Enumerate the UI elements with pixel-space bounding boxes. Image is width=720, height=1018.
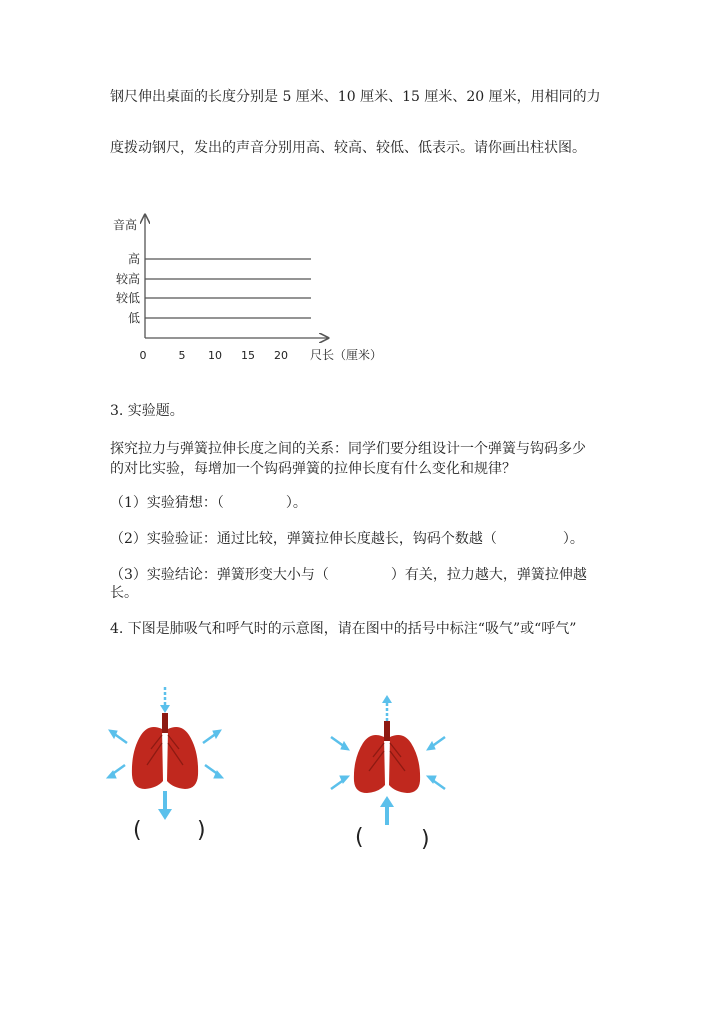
q3-item-1	[110, 494, 307, 512]
q3-item-1-prefix: （1）实验猜想：（	[110, 495, 224, 511]
q3-title: 3. 实验题。	[110, 403, 184, 419]
lungs-icon	[132, 713, 198, 789]
q3-item-2	[110, 530, 584, 548]
x-tick-label-20: 20	[274, 349, 288, 362]
lung-diagram-inhale	[105, 685, 230, 825]
level-label-1: 较高	[115, 272, 140, 286]
inhale-answer-paren-close: )	[197, 818, 206, 843]
q3-item-3-wrap: 长。	[110, 585, 138, 601]
q3-item-2-prefix: （2）实验验证：通过比较，弹簧拉伸长度越长，钩码个数越（	[110, 531, 497, 547]
q3-item-2-suffix: ）。	[562, 531, 584, 547]
lung-diagram-exhale	[325, 693, 450, 833]
q4-title: 4. 下图是肺吸气和呼气时的示意图，请在图中的括号中标注“吸气”或“呼气”	[110, 621, 577, 637]
level-label-0: 高	[127, 252, 140, 266]
level-label-2: 较低	[115, 291, 140, 305]
x-tick-label-15: 15	[241, 349, 255, 362]
air-out-arrow-icon	[382, 695, 392, 721]
side-arrows-icon	[107, 730, 223, 778]
q3-item-1-suffix: ）。	[285, 495, 307, 511]
q3-item-3	[110, 566, 587, 584]
question-intro-line-1: 钢尺伸出桌面的长度分别是 5 厘米、10 厘米、15 厘米、20 厘米，用相同的力	[110, 89, 601, 105]
diaphragm-up-arrow-icon	[380, 796, 394, 825]
air-in-arrow-icon	[160, 687, 170, 713]
diaphragm-down-arrow-icon	[158, 791, 172, 820]
exhale-answer-paren-close: )	[421, 827, 430, 852]
q3-desc-line-1: 探究拉力与弹簧拉伸长度之间的关系：同学们要分组设计一个弹簧与钩码多少	[110, 441, 586, 457]
pitch-length-chart	[100, 205, 400, 370]
inhale-answer-paren-open: (	[133, 818, 142, 843]
x-tick-label-0: 0	[139, 349, 147, 362]
x-tick-label-5: 5	[178, 349, 186, 362]
side-arrows-inward-icon	[331, 737, 445, 789]
x-tick-label-10: 10	[208, 349, 222, 362]
y-axis-label: 音高	[113, 218, 138, 232]
q3-item-3-suffix: ）有关，拉力越大，弹簧拉伸越	[390, 567, 587, 583]
lungs-icon	[354, 721, 420, 793]
x-axis-label: 尺长（厘米）	[310, 348, 383, 362]
question-intro-line-2: 度拨动钢尺，发出的声音分别用高、较高、较低、低表示。请你画出柱状图。	[110, 140, 586, 156]
q3-desc-line-2: 的对比实验，每增加一个钩码弹簧的拉伸长度有什么变化和规律？	[110, 461, 516, 477]
exhale-answer-paren-open: (	[355, 825, 364, 850]
q3-item-3-prefix: （3）实验结论：弹簧形变大小与（	[110, 567, 329, 583]
level-label-3: 低	[127, 311, 140, 325]
